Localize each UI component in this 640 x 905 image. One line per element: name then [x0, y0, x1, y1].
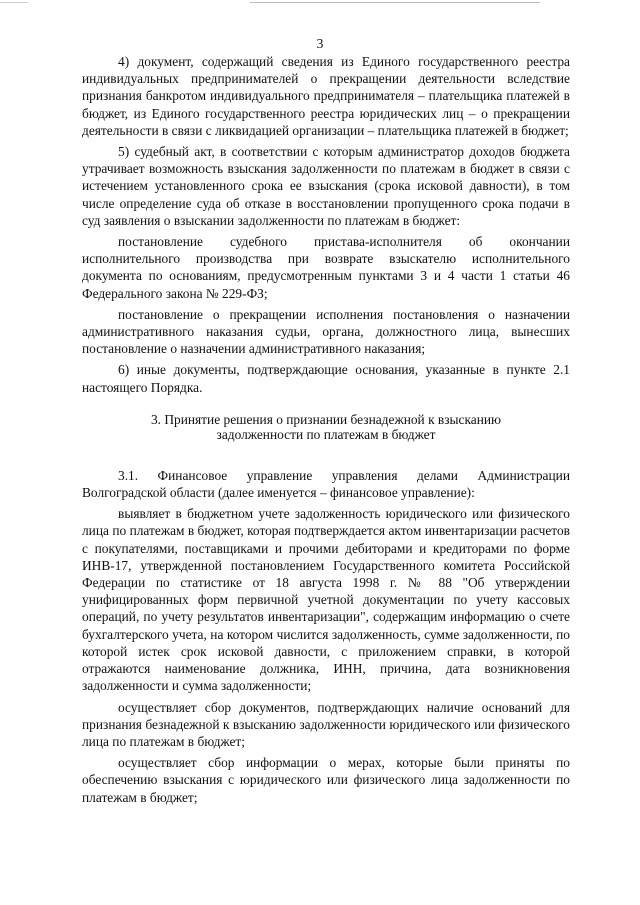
paragraph-termination-resolution: постановление о прекращении исполнения постановления о назначении административного наказания судьи, органа, должностного лица, вынесших постановление о назначении административного наказания;: [82, 306, 570, 357]
paragraph-collects-documents: осуществляет сбор документов, подтверждающих наличие оснований для признания безнадежной к взысканию задолженности юридического или физического лица по платежам в бюджет;: [82, 699, 570, 749]
document-body: [82, 53, 570, 810]
section-title: [82, 412, 570, 442]
paragraph-item-6: 6) иные документы, подтверждающие основания, указанные в пункте 2.1 настоящего Порядка.: [82, 362, 570, 395]
section-title-line-1: 3. Принятие решения о признании безнадежной к взысканию: [150, 411, 502, 427]
paragraph-item-5: 5) судебный акт, в соответствии с которым администратор доходов бюджета утрачивает возможность взыскания задолженности по платежам в бюджет в связи с истечением установленного срока ее взыскания (срока исковой давности), в том числе определение суда об отказе в восстановлении пропущенного срока подачи в суд заявления о взыскании задолженности по платежам в бюджет:: [82, 144, 570, 228]
paragraph-bailiff-resolution: постановление судебного пристава-исполнителя об окончании исполнительного производства при возврате взыскателю исполнительного документа по основаниям, предусмотренным пунктами 3 и 4 части 1 статьи 46 Федерального закона № 229-ФЗ;: [82, 234, 570, 301]
section-title-line-2: задолженности по платежам в бюджет: [216, 426, 436, 442]
top-rule: [250, 2, 540, 3]
paragraph-identifies-debt: выявляет в бюджетном учете задолженность юридического или физического лица по платежам в бюджет, которая подтверждается актом инвентаризации расчетов с покупателями, поставщиками и прочими дебиторами и кредиторами по форме ИНВ-17, утвержденной постановлением Государственного комитета Российской Федерации по статистике от 18 августа 1998 г. № 88 "Об утверждении унифицированных форм первичной учетной документации по учету кассовых операций, по учету результатов инвентаризации", содержащим информацию о счете бухгалтерского учета, на котором числится задолженность, сумме задолженности, по которой истек срок исковой давности, с приложением справки, в которой отражаются наименование должника, ИНН, причина, дата возникновения задолженности и сумма задолженности;: [82, 506, 570, 694]
page-number: 3: [316, 36, 324, 51]
paragraph-item-4: 4) документ, содержащий сведения из Единого государственного реестра индивидуальных предпринимателей о прекращении деятельности вследствие признания банкротом индивидуального предпринимателя – плательщика платежей в бюджет, из Единого государственного реестра юридических лиц – о прекращении деятельности в связи с ликвидацией организации – плательщика платежей в бюджет;: [82, 54, 570, 138]
top-scan-mark: [0, 2, 28, 3]
paragraph-3-1: 3.1. Финансовое управление управления делами Администрации Волгоградской области (далее именуется – финансовое управление):: [82, 467, 570, 501]
paragraph-collects-information: осуществляет сбор информации о мерах, которые были приняты по обеспечению взыскания с юридического или физического лица задолженности по платежам в бюджет;: [82, 755, 570, 805]
